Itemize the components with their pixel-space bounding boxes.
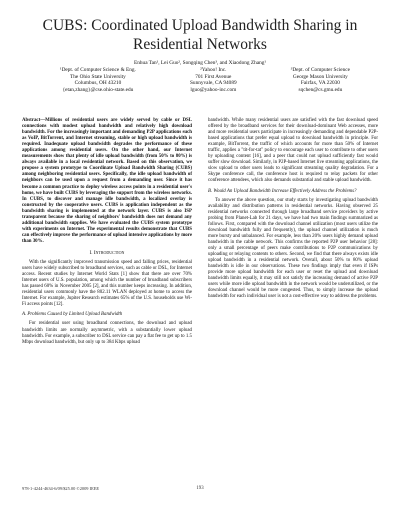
affiliation-org: The Ohio State University <box>70 73 126 80</box>
affiliation-email: {etan,zhang}@cse.ohio-state.edu <box>62 86 134 93</box>
affiliations <box>60 67 350 93</box>
section-heading-introduction: I. Introduction <box>89 249 125 256</box>
right-column <box>208 118 378 300</box>
affiliation-yahoo <box>190 67 237 93</box>
affiliation-email: lguo@yahoo-inc.com <box>190 86 237 93</box>
page-number: 193 <box>196 486 204 491</box>
title-line-2: Residential Networks <box>133 36 267 53</box>
affiliation-email: sqchen@cs.gmu.edu <box>298 86 343 93</box>
affiliation-dept: ³Dept. of Computer Science <box>290 67 350 73</box>
affiliation-dept: ²Yahoo! Inc. <box>200 67 227 73</box>
affiliation-gmu <box>291 67 350 93</box>
affiliation-org: George Mason University <box>292 73 348 80</box>
subsection-b-paragraph: To answer the above question, our study starts by investigating upload bandwidth availability and distribution patterns in residential networks. Having observed 25 residential networks connected through large broadband service providers by active probing from Planet-Lab for 21 days, we have had two main findings summarized as follows. First, compared with the download channel utilization (most users utilize the download bandwidth fully and frequently), the upload channel utilization is much more bursty and unbalanced. For example, less than 20% users highly demand upload bandwidth in the cable network. This confirms the reported P2P user behavior [28]: only a small percentage of peers make contributions to P2P communications by uploading or relaying contents to others. Second, we find that there always exists idle upload bandwidth in a residential network. Overall, about 50% to 80% upload bandwidth is idle in our observations. These two findings imply that even if ISPs provide more upload bandwidth for each user or reset the upload and download bandwidth limits equally, it may still not satisfy the increasing demand of active P2P users while more idle upload bandwidth in the network would be underutilized, or the download channel would be more congested. Thus, to simply increase the upload bandwidth for each individual user is not a cost-effective way to address the problems. <box>208 197 378 300</box>
title-line-1: CUBS: Coordinated Upload Bandwidth Sharing in <box>42 17 358 34</box>
subsection-heading-a: A. Problems Caused by Limited Upload Bandwidth <box>22 312 123 318</box>
left-column <box>22 118 192 346</box>
subsection-a-paragraph: For residential user using broadband connections, the download and upload bandwidth limits are normally asymmetric, with a substantially lower upload bandwidth. For example, a subscriber to DSL service can pay a flat fee to get up to 1.5 Mbps download bandwidth, but only up to 384 Kbps upload <box>22 321 192 345</box>
intro-paragraph: With the significantly improved transmission speed and falling prices, residential users have widely subscribed to broadband services, such as cable or DSL, for Internet access. Recent studies by Internet World Stats [1] show that there are over 70% Internet users of U.S. population, among which the number of broadband subscribers has passed 60% in November 2005 [2], and this number keeps increasing. In addition, residential users commonly have the 802.11 WLAN deployed at home to access the Internet. For example, Jupiter Research estimates 65% of the U.S. households use Wi-Fi access points [12]. <box>22 260 192 308</box>
abstract: Abstract—Millions of residential users are widely served by cable or DSL connections with modest upload bandwidth and relatively high download bandwidth. For the increasingly important and demanding P2P applications such as VoIP, BitTorrent, and Internet streaming, stable or high upload bandwidth is required. Inadequate upload bandwidth degrades the performance of these applications among residential users. On the other hand, our Internet measurements show that plenty of idle upload bandwidth (from 50% to 80%) is always available in a local residential network. Based on this observation, we propose a system prototype to Coordinate Upload Bandwidth Sharing (CUBS) among neighboring residential users. Specifically, the idle upload bandwidth of neighbors can be used upon a request from a demanding user. Since it has become a common practice to deploy wireless access points in a residential user's home, we have built CUBS by leveraging the support from the wireless networks. In CUBS, to discover and manage idle bandwidth, a localized overlay is constructed by the cooperative users. CUBS is application independent as the bandwidth sharing is implemented at the network layer. CUBS is also ISP transparent because the sharing of neighbors' bandwidth does not demand any additional bandwidth supplies. We have evaluated the CUBS system prototype with experiments on Internet. The experimental results demonstrate that CUBS can effectively improve the performance of upload intensive applications by more than 30%. <box>22 118 192 244</box>
paper-title <box>0 16 400 54</box>
affiliation-address: Columbus, OH 43210 <box>74 80 122 87</box>
affiliation-osu <box>60 67 136 93</box>
continued-paragraph: bandwidth. While many residential users are satisfied with the fast download speed offered by the broadband services for their download-dominant Web accesses, more and more residential users participate in increasingly demanding and dependable P2P-based applications that prefer equal upload to download bandwidth in principle. For example, BitTorrent, the traffic of which accounts for more than 50% of Internet traffic, applies a "tit-for-tat" policy to encourage each user to contribute to other users by uploading content [16], and a peer that could not upload sufficiently fast would suffer slow download. Similarly, in P2P-based Internet live streaming applications, the slow upload to other users leads to significant streaming quality degradation. For a Skype conference call, the conference host is required to relay packets for other conference attendees, which also demands substantial and stable upload bandwidth. <box>208 118 378 184</box>
affiliation-dept: ¹Dept. of Computer Science & Eng. <box>60 67 136 73</box>
author-list: Enhua Tan¹, Lei Guo², Songqing Chen³, and Xiaodong Zhang¹ <box>134 60 266 66</box>
affiliation-address: Sunnyvale, CA 94089 <box>189 80 237 87</box>
copyright-notice: 978-1-4244-4634-6/09/$25.00 ©2009 IEEE <box>22 486 100 491</box>
affiliation-address: Fairfax, VA 22030 <box>300 80 340 87</box>
affiliation-org: 701 First Avenue <box>195 73 232 80</box>
subsection-heading-b: B. Would An Upload Bandwidth Increase Effectively Address the Problems? <box>208 188 357 194</box>
